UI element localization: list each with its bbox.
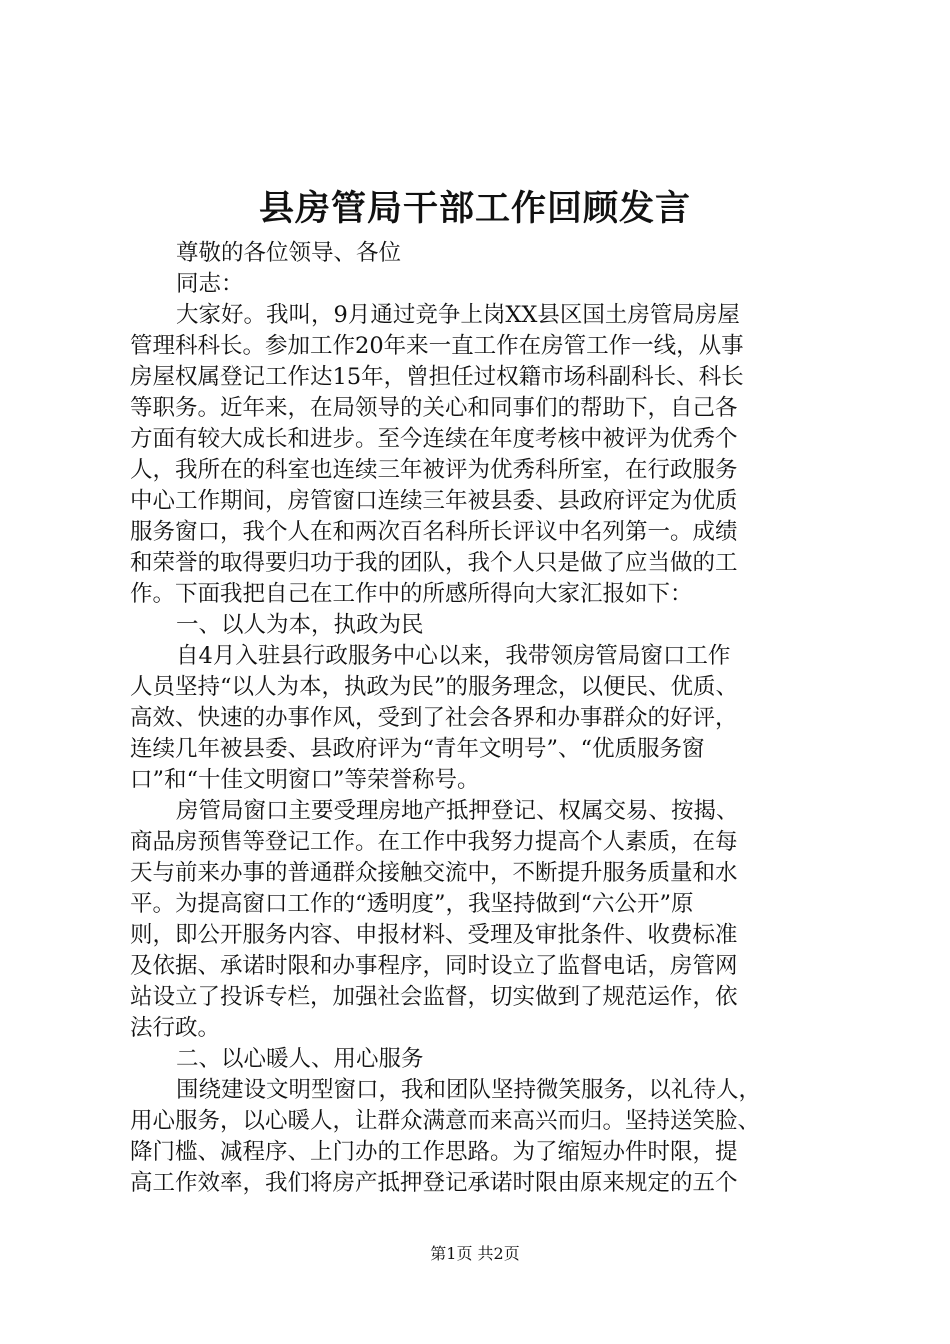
text-line: 人员坚持“以人为本，执政为民”的服务理念，以便民、优质、: [130, 674, 739, 700]
text-line: 尊敬的各位领导、各位: [176, 240, 402, 266]
text-line: 站设立了投诉专栏，加强社会监督，切实做到了规范运作，依: [130, 984, 738, 1010]
text-line: 房管局窗口主要受理房地产抵押登记、权属交易、按揭、: [176, 798, 739, 824]
text-line: 管理科科长。参加工作20年来一直工作在房管工作一线，从事: [130, 333, 744, 359]
text-line: 口”和“十佳文明窗口”等荣誉称号。: [130, 767, 480, 793]
text-line: 人，我所在的科室也连续三年被评为优秀科所室，在行政服务: [130, 457, 738, 483]
text-line: 等职务。近年来，在局领导的关心和同事们的帮助下，自己各: [130, 395, 738, 421]
text-line: 服务窗口，我个人在和两次百名科所长评议中名列第一。成绩: [130, 519, 738, 545]
text-line: 商品房预售等登记工作。在工作中我努力提高个人素质，在每: [130, 829, 738, 855]
text-line: 自4月入驻县行政服务中心以来，我带领房管局窗口工作: [176, 643, 731, 669]
text-line: 法行政。: [130, 1015, 221, 1041]
text-line: 和荣誉的取得要归功于我的团队，我个人只是做了应当做的工: [130, 550, 738, 576]
text-line: 作。下面我把自己在工作中的所感所得向大家汇报如下：: [130, 581, 693, 607]
text-line: 用心服务，以心暖人，让群众满意而来高兴而归。坚持送笑脸、: [130, 1108, 761, 1134]
text-line: 连续几年被县委、县政府评为“青年文明号”、“优质服务窗: [130, 736, 705, 762]
text-line: 及依据、承诺时限和办事程序，同时设立了监督电话，房管网: [130, 953, 738, 979]
text-line: 中心工作期间，房管窗口连续三年被县委、县政府评定为优质: [130, 488, 738, 514]
text-line: 大家好。我叫，9月通过竞争上岗XX县区国土房管局房屋: [176, 302, 740, 328]
document-body: [130, 238, 826, 1199]
text-line: 方面有较大成长和进步。至今连续在年度考核中被评为优秀个: [130, 426, 738, 452]
text-line: 高工作效率，我们将房产抵押登记承诺时限由原来规定的五个: [130, 1170, 738, 1196]
text-line: 围绕建设文明型窗口，我和团队坚持微笑服务，以礼待人，: [176, 1077, 762, 1103]
text-line: 天与前来办事的普通群众接触交流中，不断提升服务质量和水: [130, 860, 738, 886]
page-footer: 第1页 共2页: [430, 1244, 520, 1263]
text-line: 房屋权属登记工作达15年，曾担任过权籍市场科副科长、科长: [130, 364, 744, 390]
text-line: 降门槛、减程序、上门办的工作思路。为了缩短办件时限，提: [130, 1139, 738, 1165]
text-line: 一、以人为本，执政为民: [176, 612, 424, 638]
text-line: 同志：: [176, 271, 244, 297]
text-line: 则，即公开服务内容、申报材料、受理及审批条件、收费标准: [130, 922, 738, 948]
text-line: 平。为提高窗口工作的“透明度”，我坚持做到“六公开”原: [130, 891, 694, 917]
document-title: 县房管局干部工作回顾发言: [258, 188, 691, 229]
text-line: 高效、快速的办事作风，受到了社会各界和办事群众的好评，: [130, 705, 738, 731]
text-line: 二、以心暖人、用心服务: [176, 1046, 424, 1072]
